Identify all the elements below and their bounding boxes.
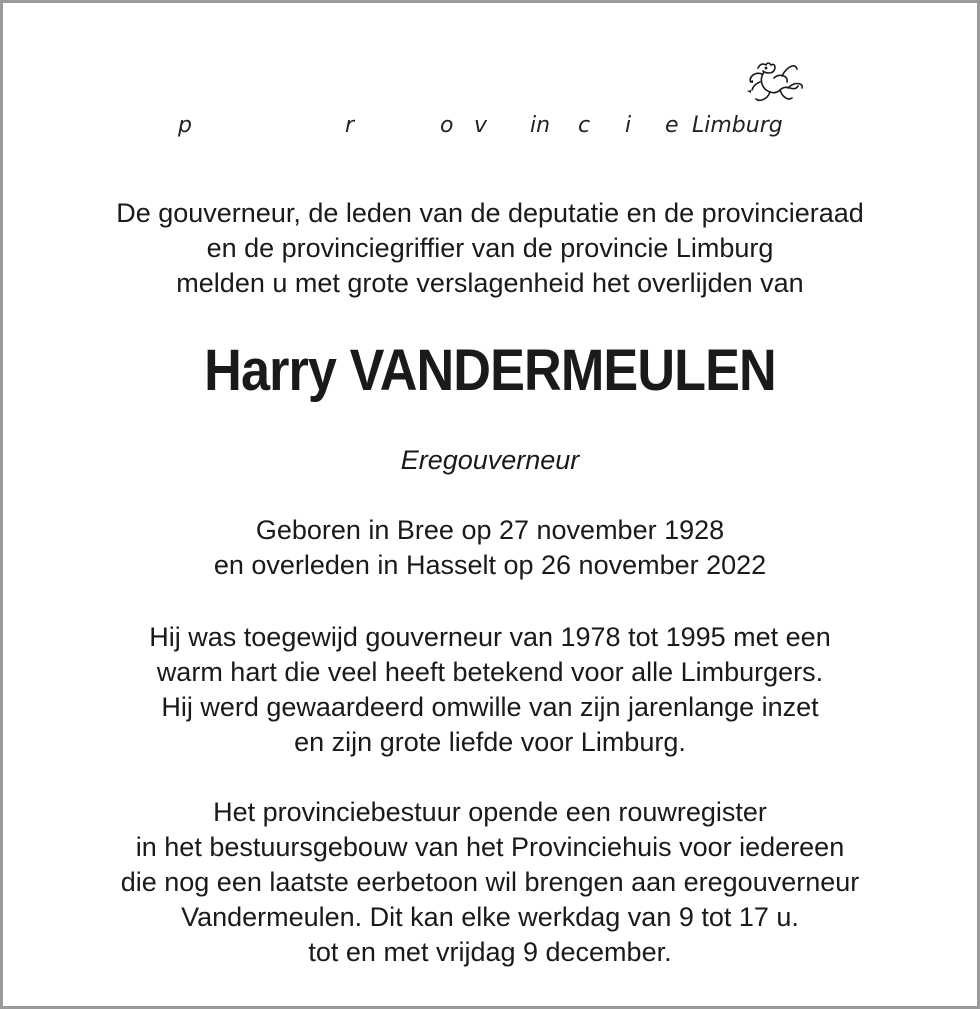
intro-line: De gouverneur, de leden van de deputatie en de provincieraad <box>116 198 864 228</box>
date-line: en overleden in Hasselt op 26 november 2022 <box>213 550 767 580</box>
logo-letter: p <box>178 113 192 138</box>
date-line: Geboren in Bree op 27 november 1928 <box>255 515 725 545</box>
logo-letter-limburg: Limburg <box>692 113 783 138</box>
deceased-name: Harry VANDERMEULEN <box>204 338 776 403</box>
intro-line: melden u met grote verslagenheid het overlijden van <box>176 268 804 298</box>
life-dates <box>0 513 980 583</box>
tribute-line: Hij was toegewijd gouverneur van 1978 tot 1995 met een <box>149 622 831 652</box>
tribute-line: en zijn grote liefde voor Limburg. <box>294 727 686 757</box>
intro-paragraph <box>0 196 980 301</box>
logo-letter: c <box>578 113 591 138</box>
logo-letter: r <box>345 113 355 138</box>
logo-letter: e <box>665 113 679 138</box>
register-line: Het provinciebestuur opende een rouwregister <box>213 797 767 827</box>
register-line: die nog een laatste eerbetoon wil brengen aan eregouverneur <box>120 867 860 897</box>
logo-letter: i <box>625 113 632 138</box>
tribute-paragraph <box>0 620 980 760</box>
tribute-line: warm hart die veel heeft betekend voor alle Limburgers. <box>156 657 824 687</box>
condolence-register-paragraph <box>0 795 980 970</box>
lion-icon <box>744 60 806 108</box>
deceased-title: Eregouverneur <box>400 445 580 475</box>
register-line: in het bestuursgebouw van het Provinciehuis voor iedereen <box>135 832 845 862</box>
register-line: tot en met vrijdag 9 december. <box>308 937 672 967</box>
logo-letter: o <box>440 113 454 138</box>
tribute-line: Hij werd gewaardeerd omwille van zijn jarenlange inzet <box>161 692 819 722</box>
register-line: Vandermeulen. Dit kan elke werkdag van 9 tot 17 u. <box>181 902 799 932</box>
intro-line: en de provinciegriffier van de provincie Limburg <box>206 233 774 263</box>
logo-letter: in <box>530 113 551 138</box>
logo-letter: v <box>474 113 488 138</box>
